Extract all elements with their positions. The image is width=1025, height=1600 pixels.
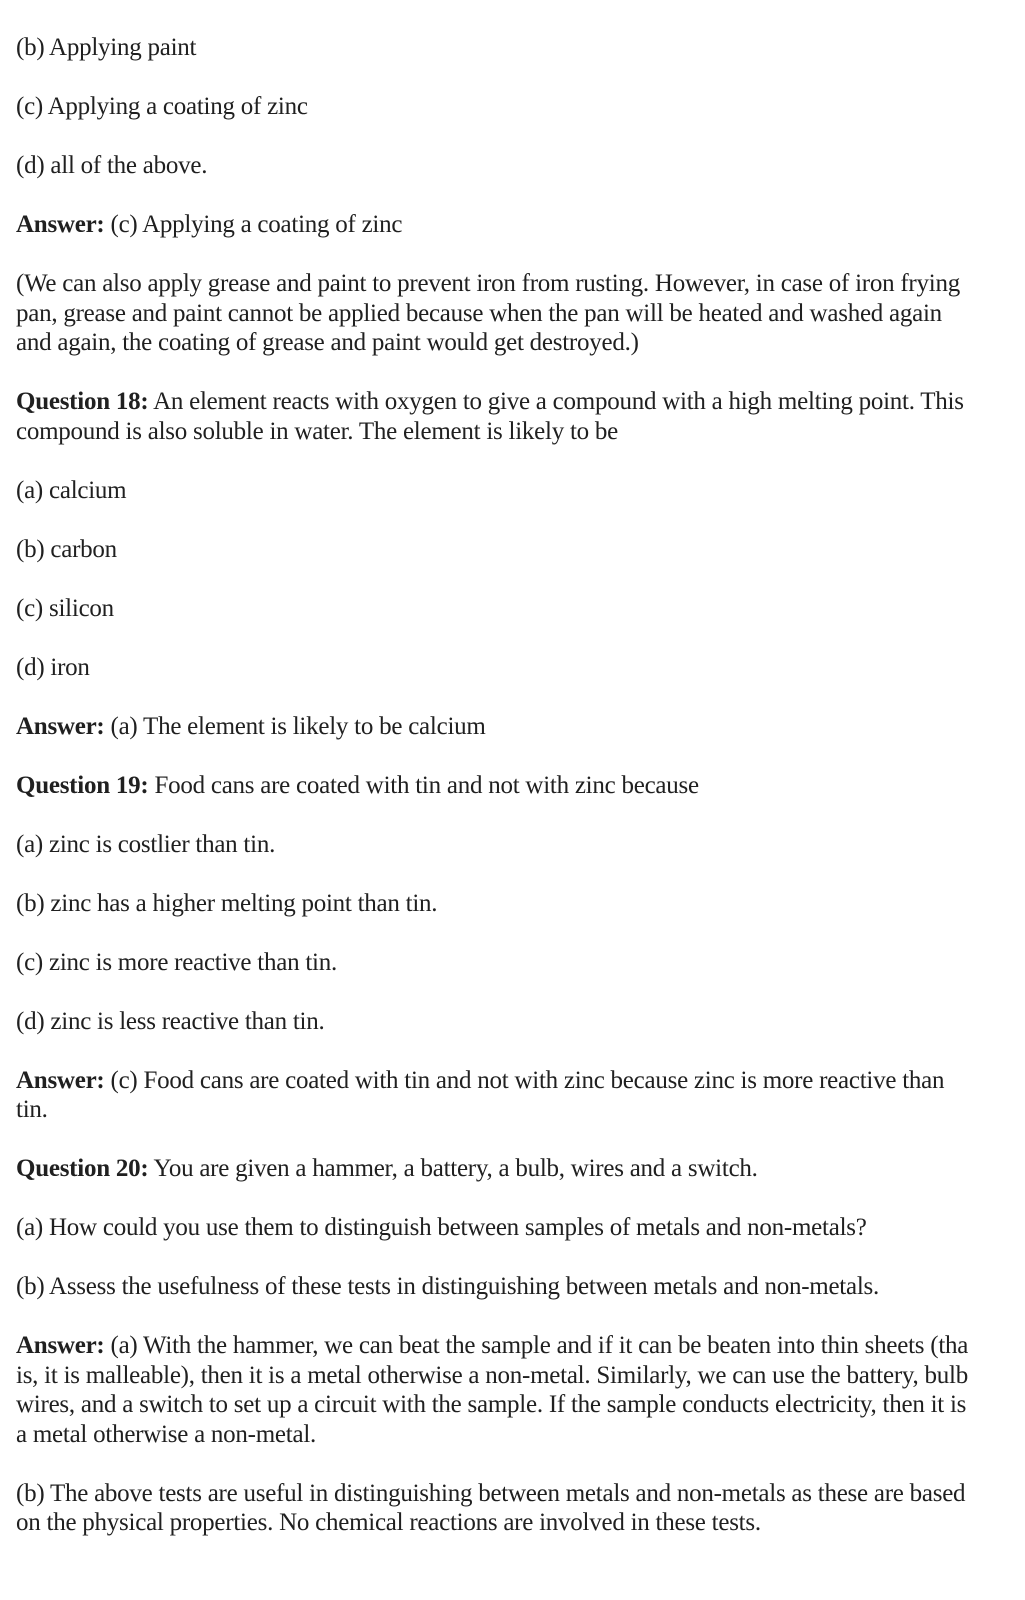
text-line xyxy=(16,417,1025,447)
answer-option xyxy=(16,1213,1025,1243)
answer-option xyxy=(16,1272,1025,1302)
text-line xyxy=(16,1508,1025,1538)
answer-option xyxy=(16,830,1025,860)
line-text: and again, the coating of grease and paint would get destroyed.) xyxy=(16,329,639,356)
answer-label: Answer: xyxy=(16,211,105,238)
note-paragraph xyxy=(16,269,1025,358)
text-line xyxy=(16,1331,1025,1361)
answer-paragraph xyxy=(16,712,1025,742)
line-text: on the physical properties. No chemical reactions are involved in these tests. xyxy=(16,1509,761,1536)
text-line xyxy=(16,1361,1025,1391)
option-text: (d) iron xyxy=(16,653,90,681)
answer-label: Answer: xyxy=(16,1332,105,1359)
question-label: Question 20: xyxy=(16,1155,149,1182)
option-text: (b) Applying paint xyxy=(16,34,197,61)
option-text: (d) zinc is less reactive than tin. xyxy=(16,1007,325,1035)
answer-label: Answer: xyxy=(16,1066,105,1094)
option-text: (c) Applying a coating of zinc xyxy=(16,93,308,120)
document-body xyxy=(16,33,1025,1567)
option-text: (b) zinc has a higher melting point than tin. xyxy=(16,889,438,917)
text-line xyxy=(16,771,1025,801)
line-text: Food cans are coated with tin and not with zinc because xyxy=(154,771,699,799)
line-text: compound is also soluble in water. The element is likely to be xyxy=(16,417,618,445)
option-text: (a) How could you use them to distinguish between samples of metals and non-metals? xyxy=(16,1214,867,1241)
line-text: (c) Food cans are coated with tin and not with zinc because zinc is more reactive than xyxy=(110,1066,945,1094)
note-paragraph xyxy=(16,1479,1025,1538)
line-text: a metal otherwise a non-metal. xyxy=(16,1420,317,1448)
answer-option xyxy=(16,33,1025,63)
answer-paragraph xyxy=(16,210,1025,240)
text-line xyxy=(16,1095,1025,1125)
answer-option xyxy=(16,594,1025,624)
line-text: (b) The above tests are useful in distinguishing between metals and non-metals as these are based xyxy=(16,1479,966,1507)
line-text: (c) Applying a coating of zinc xyxy=(110,211,403,238)
line-text: (a) The element is likely to be calcium xyxy=(110,712,486,740)
option-text: (a) zinc is costlier than tin. xyxy=(16,830,276,858)
question-paragraph xyxy=(16,1154,1025,1184)
option-text: (c) zinc is more reactive than tin. xyxy=(16,948,337,976)
answer-label: Answer: xyxy=(16,712,105,740)
option-text: (b) carbon xyxy=(16,535,117,563)
answer-option xyxy=(16,92,1025,122)
line-text: wires, and a switch to set up a circuit with the sample. If the sample conducts electricity, then it is xyxy=(16,1391,967,1418)
text-line xyxy=(16,1066,1025,1096)
answer-option xyxy=(16,151,1025,181)
answer-option xyxy=(16,889,1025,919)
question-label: Question 19: xyxy=(16,771,149,799)
answer-paragraph xyxy=(16,1066,1025,1125)
answer-option xyxy=(16,653,1025,683)
line-text: (We can also apply grease and paint to prevent iron from rusting. However, in case of iron frying xyxy=(16,270,960,297)
question-paragraph xyxy=(16,387,1025,446)
text-line xyxy=(16,1420,1025,1450)
answer-option xyxy=(16,948,1025,978)
text-line xyxy=(16,712,1025,742)
line-text: You are given a hammer, a battery, a bulb, wires and a switch. xyxy=(153,1155,758,1182)
text-line xyxy=(16,1154,1025,1184)
option-text: (d) all of the above. xyxy=(16,152,208,179)
line-text: (a) With the hammer, we can beat the sample and if it can be beaten into thin sheets (tha xyxy=(110,1332,969,1359)
line-text: is, it is malleable), then it is a metal otherwise a non-metal. Similarly, we can use the battery, bulb xyxy=(16,1361,968,1389)
text-line xyxy=(16,1479,1025,1509)
answer-option xyxy=(16,535,1025,565)
line-text: pan, grease and paint cannot be applied because when the pan will be heated and washed again xyxy=(16,299,942,327)
option-text: (a) calcium xyxy=(16,476,127,504)
answer-option xyxy=(16,1007,1025,1037)
option-text: (c) silicon xyxy=(16,594,114,622)
line-text: tin. xyxy=(16,1096,48,1123)
text-line xyxy=(16,269,1025,299)
text-line xyxy=(16,299,1025,329)
answer-option xyxy=(16,476,1025,506)
question-label: Question 18: xyxy=(16,388,149,415)
answer-paragraph xyxy=(16,1331,1025,1449)
text-line xyxy=(16,210,1025,240)
text-line xyxy=(16,387,1025,417)
line-text: An element reacts with oxygen to give a compound with a high melting point. This xyxy=(153,388,964,415)
question-paragraph xyxy=(16,771,1025,801)
option-text: (b) Assess the usefulness of these tests in distinguishing between metals and non-metals. xyxy=(16,1273,880,1300)
text-line xyxy=(16,1390,1025,1420)
text-line xyxy=(16,328,1025,358)
